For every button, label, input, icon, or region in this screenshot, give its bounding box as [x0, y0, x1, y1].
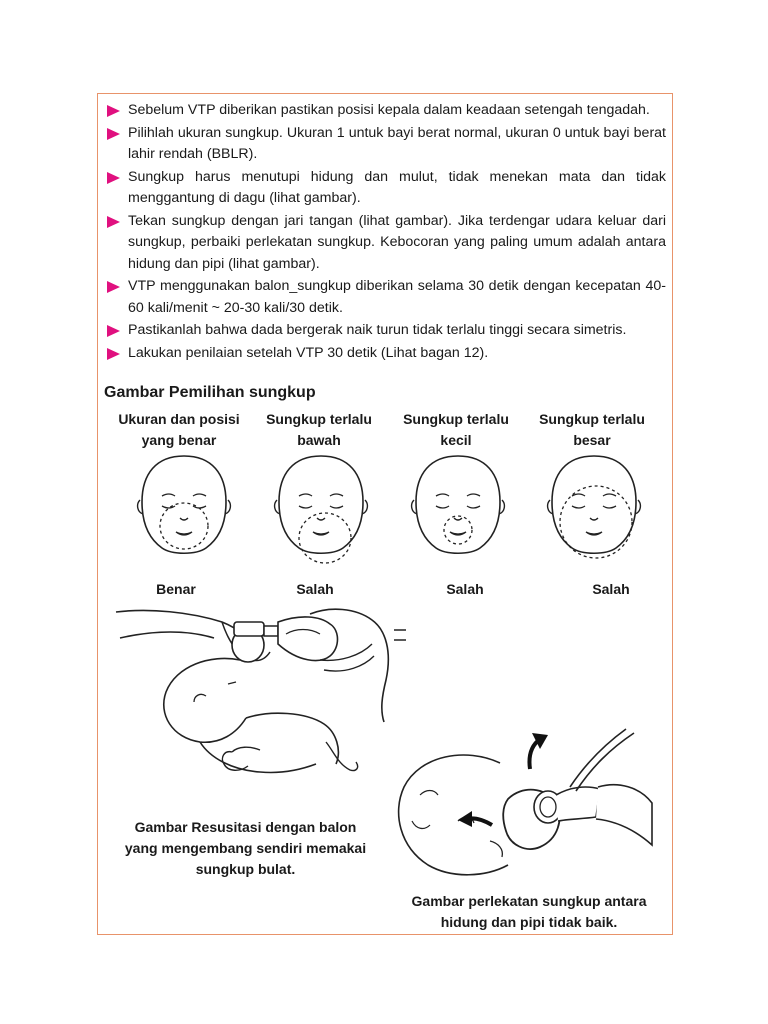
column-verdict: Benar [156, 581, 196, 597]
instruction-item: Lakukan penilaian setelah VTP 30 detik (Lihat bagan 12). [104, 343, 666, 365]
bullet-arrow-icon [107, 216, 120, 228]
instruction-item: VTP menggunakan balon_sungkup diberikan selama 30 detik dengan kecepatan 40-60 kali/menit ~ 20-30 kali/30 detik. [104, 276, 666, 319]
bullet-arrow-icon [107, 348, 120, 360]
instruction-item: Sebelum VTP diberikan pastikan posisi kepala dalam keadaan setengah tengadah. [104, 100, 666, 122]
resuscitation-illustration [110, 600, 410, 800]
baby-face-mask-too-large [546, 452, 642, 562]
baby-face-mask-too-low [273, 452, 369, 572]
column-heading: Ukuran dan posisi yang benar [118, 411, 240, 448]
column-verdict: Salah [446, 581, 484, 597]
bullet-arrow-icon [107, 105, 120, 117]
caption-poor-seal: Gambar perlekatan sungkup antara hidung dan pipi tidak baik. [411, 893, 647, 930]
figure-title: Gambar Pemilihan sungkup [104, 384, 316, 401]
caption-resuscitation: Gambar Resusitasi dengan balon yang mengembang sendiri memakai sungkup bulat. [124, 819, 367, 877]
instruction-list [104, 100, 666, 365]
column-verdict: Salah [592, 581, 630, 597]
instruction-item: Sungkup harus menutupi hidung dan mulut, tidak menekan mata dan tidak menggantung di dagu (lihat gambar). [104, 167, 666, 210]
baby-face-correct-mask [136, 452, 232, 562]
instruction-item: Pilihlah ukuran sungkup. Ukuran 1 untuk bayi berat normal, ukuran 0 untuk bayi berat lahir rendah (BBLR). [104, 123, 666, 166]
bullet-arrow-icon [107, 325, 120, 337]
column-heading: Sungkup terlalu besar [539, 411, 645, 448]
instruction-item: Tekan sungkup dengan jari tangan (lihat gambar). Jika terdengar udara keluar dari sungkup, perbaiki perlekatan sungkup. Kebocoran yang paling umum adalah antara hidung dan pipi (lihat gambar). [104, 211, 666, 276]
column-heading: Sungkup terlalu kecil [403, 411, 509, 448]
baby-face-mask-too-small [410, 452, 506, 562]
poor-seal-illustration [390, 725, 655, 880]
bullet-arrow-icon [107, 172, 120, 184]
bullet-arrow-icon [107, 128, 120, 140]
bullet-arrow-icon [107, 281, 120, 293]
column-heading: Sungkup terlalu bawah [266, 411, 372, 448]
instruction-item: Pastikanlah bahwa dada bergerak naik turun tidak terlalu tinggi secara simetris. [104, 320, 666, 342]
column-verdict: Salah [296, 581, 334, 597]
